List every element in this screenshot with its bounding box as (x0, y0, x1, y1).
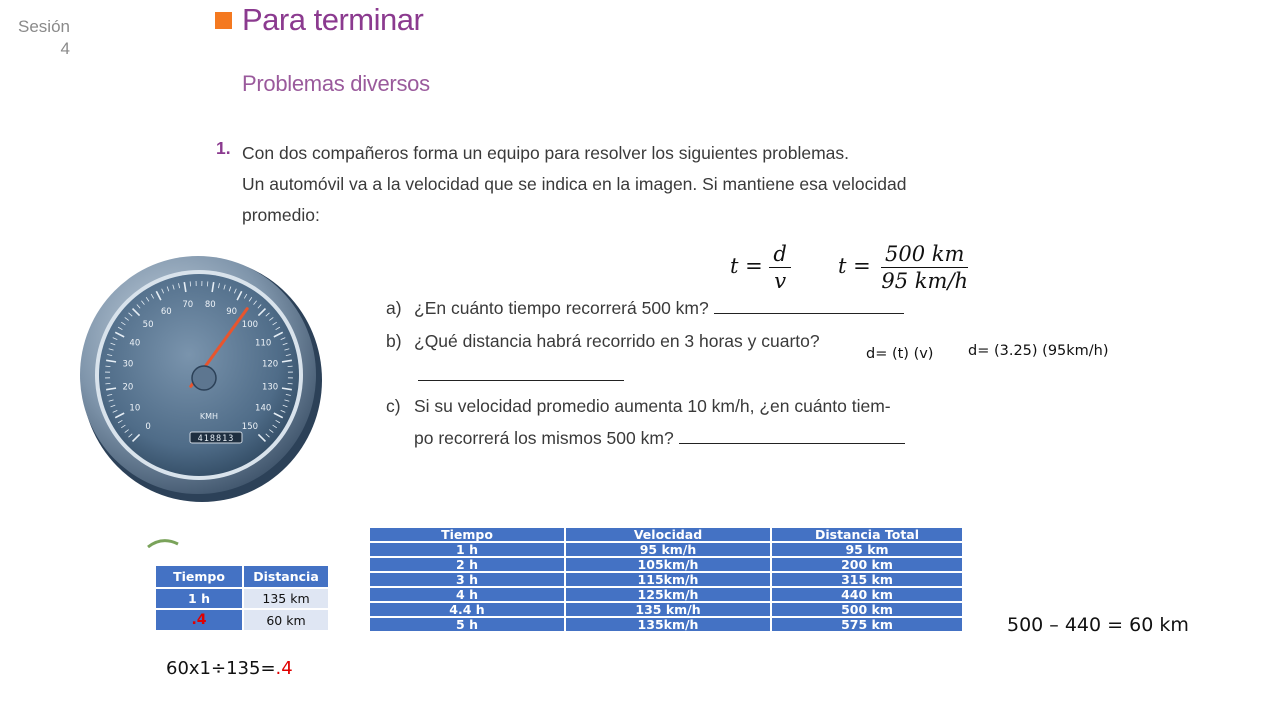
section-subtitle: Problemas diversos (242, 71, 430, 96)
statement-line: Con dos compañeros forma un equipo para resolver los siguientes problemas. (242, 143, 849, 163)
item-b-text: ¿Qué distancia habrá recorrido en 3 horas y cuarto? (414, 331, 820, 351)
formula-time-specific (838, 243, 972, 292)
table-cell: 200 km (771, 557, 963, 572)
tick-label: 40 (129, 338, 141, 349)
table-cell: 105km/h (565, 557, 771, 572)
formula-numerator: d (769, 243, 790, 268)
tick-label: 30 (122, 359, 134, 370)
speed-distance-table (368, 526, 964, 633)
big-table-header: Distancia Total (771, 527, 963, 542)
formula-fraction (769, 243, 790, 292)
table-row (369, 572, 963, 587)
formula-time-general (730, 243, 791, 292)
table-cell: 4.4 h (369, 602, 565, 617)
table-cell: 135 km (244, 589, 328, 608)
formula-numerator: 500 km (881, 243, 968, 268)
problem-statement (242, 138, 942, 231)
page-title: Para terminar (242, 2, 424, 37)
speedometer-unit: KMH (199, 412, 219, 421)
tick-label: 90 (226, 306, 238, 317)
table-cell: 315 km (771, 572, 963, 587)
table-row (156, 589, 328, 608)
tick-label: 150 (241, 421, 259, 432)
table-row (369, 542, 963, 557)
table-row (369, 617, 963, 632)
tick-label: 100 (241, 320, 259, 331)
item-c-text-line1: Si su velocidad promedio aumenta 10 km/h, ¿en cuánto tiem- (414, 396, 891, 416)
table-cell: 125km/h (565, 587, 771, 602)
title-bullet-square (215, 12, 232, 29)
tick-label: 80 (204, 299, 216, 310)
table-cell: 1 h (156, 589, 242, 608)
table-cell: 60 km (244, 610, 328, 630)
tick-label: 20 (122, 382, 134, 393)
big-table-header: Velocidad (565, 527, 771, 542)
table-cell: .4 (156, 610, 242, 630)
calculation-prefix: 60x1÷135= (166, 658, 276, 679)
statement-line: Un automóvil va a la velocidad que se indica en la imagen. Si mantiene esa velocidad (242, 174, 907, 194)
needle-hub (192, 366, 216, 390)
session-label: Sesión (18, 17, 70, 36)
decorative-arc (146, 538, 182, 548)
item-a-text: ¿En cuánto tiempo recorrerá 500 km? (414, 298, 709, 318)
session-indicator (18, 16, 70, 60)
speedometer-image (75, 253, 325, 503)
session-number: 4 (60, 39, 70, 58)
table-cell: 500 km (771, 602, 963, 617)
table-cell: 2 h (369, 557, 565, 572)
table-cell: 115km/h (565, 572, 771, 587)
tick-label: 50 (142, 320, 154, 331)
formula-fraction (877, 243, 972, 292)
table-cell: 95 km (771, 542, 963, 557)
answer-blank-c[interactable] (679, 442, 905, 444)
small-table-header: Tiempo (156, 566, 242, 587)
item-c-text-line2: po recorrerá los mismos 500 km? (414, 428, 674, 448)
item-a-question (414, 298, 904, 319)
table-row (369, 602, 963, 617)
tick-label: 60 (160, 306, 172, 317)
odometer-digits: 418813 (197, 434, 235, 444)
distance-formula-note: d= (t) (v) (866, 346, 934, 362)
table-cell: 1 h (369, 542, 565, 557)
table-cell: 135km/h (565, 617, 771, 632)
tick-label: 140 (255, 403, 272, 414)
table-row (369, 557, 963, 572)
item-a-letter: a) (386, 298, 402, 318)
table-row (156, 610, 328, 630)
formula-denominator: v (774, 269, 787, 294)
small-table-header: Distancia (244, 566, 328, 587)
item-c-question-line2 (414, 428, 905, 449)
problem-number: 1. (216, 138, 231, 158)
table-cell: 575 km (771, 617, 963, 632)
tick-label: 110 (255, 338, 272, 349)
formula-lhs: t = (838, 254, 871, 279)
table-cell: 95 km/h (565, 542, 771, 557)
tick-label: 0 (145, 421, 151, 432)
subtraction-note: 500 – 440 = 60 km (1007, 614, 1189, 636)
tick-label: 130 (261, 382, 279, 393)
table-row (369, 587, 963, 602)
tick-label: 10 (129, 403, 141, 414)
big-table-header: Tiempo (369, 527, 565, 542)
answer-blank-b[interactable] (418, 379, 624, 381)
formula-lhs: t = (730, 254, 763, 279)
tick-label: 120 (261, 359, 279, 370)
distance-values-note: d= (3.25) (95km/h) (968, 343, 1109, 359)
calculation-note (166, 658, 293, 679)
item-c-letter: c) (386, 396, 401, 416)
table-cell: 5 h (369, 617, 565, 632)
item-b-letter: b) (386, 331, 402, 351)
small-table (154, 564, 330, 632)
table-cell: 440 km (771, 587, 963, 602)
table-cell: 3 h (369, 572, 565, 587)
table-cell: 135 km/h (565, 602, 771, 617)
formula-denominator: 95 km/h (881, 269, 969, 294)
table-cell: 4 h (369, 587, 565, 602)
tick-label: 70 (182, 299, 194, 310)
answer-blank-a[interactable] (714, 312, 904, 314)
calculation-result: .4 (275, 658, 293, 679)
statement-line: promedio: (242, 205, 320, 225)
